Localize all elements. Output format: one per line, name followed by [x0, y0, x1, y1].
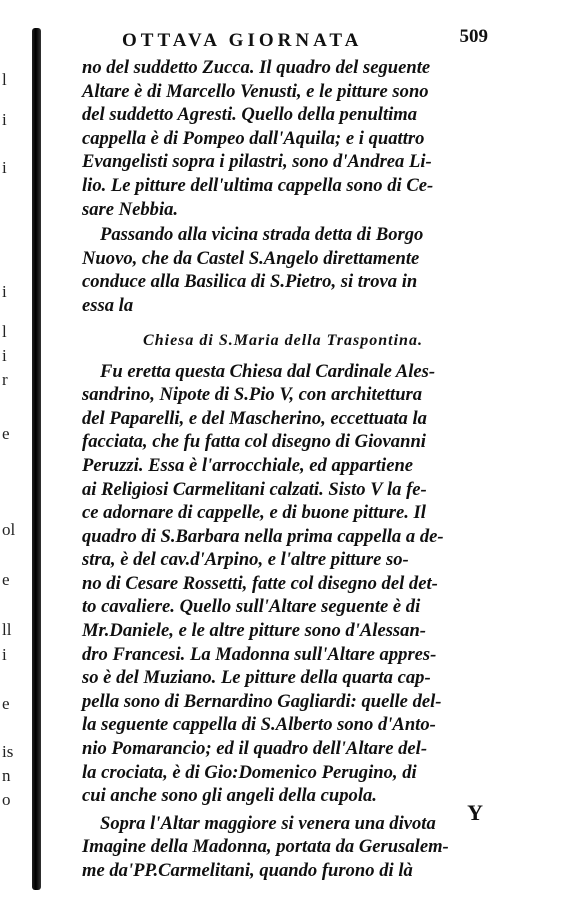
gutter-fragment: o	[2, 790, 11, 809]
book-page	[82, 24, 488, 883]
text-line: no del suddetto Zucca. Il quadro del seguente	[82, 57, 431, 78]
gutter-fragment: ol	[2, 520, 16, 539]
text-line: quadro di S.Barbara nella prima cappella a de-	[82, 525, 444, 547]
text-line: la crociata, è di Gio:Domenico Perugino, di	[82, 761, 417, 783]
text-line: Mr.Daniele, e le altre pitture sono d'Alessan-	[82, 620, 427, 642]
running-head	[82, 24, 488, 56]
text-line: ai Religiosi Carmelitani calzati. Sisto V la fe-	[82, 478, 427, 500]
text-line: del suddetto Agresti. Quello della penultima	[82, 104, 418, 126]
gutter-fragment: ll	[2, 620, 12, 639]
text-line: stra, è del cav.d'Arpino, e l'altre pitture so-	[82, 549, 409, 571]
text-line: Altare è di Marcello Venusti, e le pitture sono	[82, 80, 429, 102]
gutter-fragment: l	[2, 322, 7, 341]
text-line: no di Cesare Rossetti, fatte col disegno del det-	[82, 572, 438, 594]
gutter-fragment: i	[2, 110, 7, 129]
text-line: dro Francesi. La Madonna sull'Altare appres-	[82, 643, 437, 665]
text-line: facciata, che fu fatta col disegno di Giovanni	[82, 431, 426, 453]
gutter-fragment: i	[2, 158, 7, 177]
paragraph-3	[82, 360, 484, 808]
section-heading: Chiesa di S.Maria della Traspontina.	[143, 331, 423, 349]
text-line: del Paparelli, e del Mascherino, eccettuata la	[82, 407, 427, 429]
text-line: essa la	[82, 294, 134, 316]
paragraph-4	[82, 812, 484, 883]
text-line: lio. Le pitture dell'ultima cappella sono di Ce-	[82, 174, 434, 196]
text-line: Passando alla vicina strada detta di Borgo	[100, 224, 424, 246]
text-line: Peruzzi. Essa è l'arrocchiale, ed appartiene	[82, 454, 414, 476]
gutter-fragment: is	[2, 742, 14, 761]
facing-page-gutter	[0, 0, 42, 900]
text-line: me da'PP.Carmelitani, quando furono di là	[82, 860, 413, 881]
text-line: Evangelisti sopra i pilastri, sono d'Andrea Li-	[82, 151, 432, 173]
gutter-fragment: e	[2, 424, 10, 443]
text-line: la seguente cappella di S.Alberto sono d'Anto-	[82, 714, 436, 736]
text-line: sandrino, Nipote di S.Pio V, con architettura	[82, 384, 423, 406]
gutter-fragment: e	[2, 570, 10, 589]
text-line: Imagine della Madonna, portata da Gerusalem-	[82, 836, 449, 858]
text-line: cui anche sono gli angeli della cupola.	[82, 785, 377, 807]
gutter-fragment: i	[2, 346, 7, 365]
gutter-fragment: n	[2, 766, 11, 785]
paragraph-2	[82, 223, 484, 317]
text-line: conduce alla Basilica di S.Pietro, si trova in	[82, 271, 418, 293]
text-line: ce adornare di cappelle, e di buone pitture. Il	[82, 502, 426, 524]
text-line: Nuovo, che da Castel S.Angelo direttamente	[82, 247, 420, 269]
gutter-fragment: i	[2, 645, 7, 664]
text-line: so è del Muziano. Le pitture della quarta cap-	[82, 667, 431, 689]
catchword: Y	[467, 800, 483, 825]
text-line: cappella è di Pompeo dall'Aquila; e i quattro	[82, 127, 425, 149]
text-line: Fu eretta questa Chiesa dal Cardinale Ales-	[100, 360, 436, 382]
text-line: Sopra l'Altar maggiore si venera una divota	[100, 812, 436, 834]
text-line: pella sono di Bernardino Gagliardi: quelle del-	[82, 690, 442, 712]
text-line: sare Nebbia.	[82, 198, 179, 220]
binding-shadow	[32, 28, 41, 890]
page-number: 509	[459, 26, 488, 47]
gutter-fragment: e	[2, 694, 10, 713]
text-line: nio Pomarancio; ed il quadro dell'Altare del-	[82, 738, 428, 760]
gutter-fragment: r	[2, 370, 8, 389]
paragraph-1	[82, 56, 484, 221]
running-head-title: OTTAVA GIORNATA	[122, 30, 363, 51]
gutter-fragment: l	[2, 70, 7, 89]
gutter-fragment: i	[2, 282, 7, 301]
text-line: to cavaliere. Quello sull'Altare seguente è di	[82, 596, 421, 618]
